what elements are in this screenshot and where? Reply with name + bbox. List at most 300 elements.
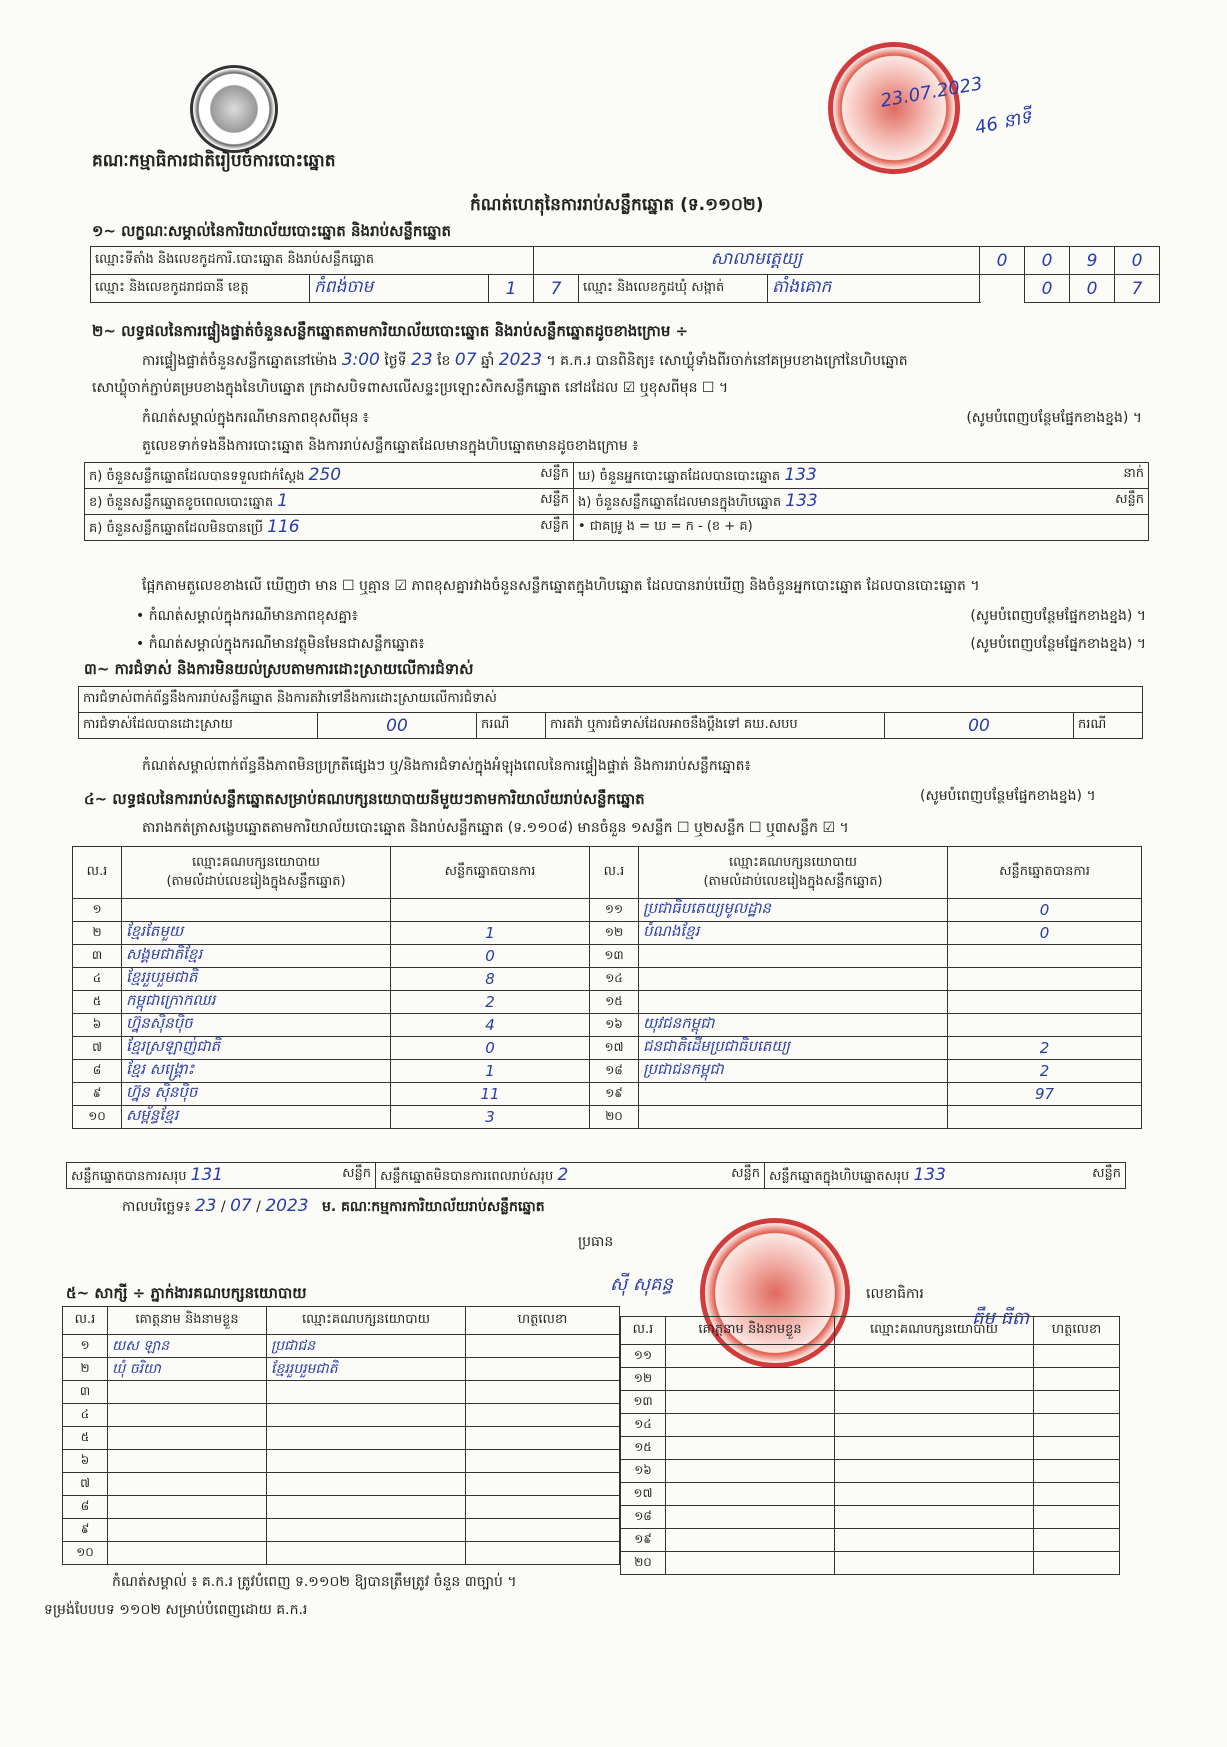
table-cell [108, 1450, 267, 1473]
table-cell: 3 [391, 1106, 590, 1129]
label: សន្លឹកឆ្នោតបានការសរុប [71, 1168, 187, 1184]
table-cell: ៨ [63, 1496, 108, 1519]
table-cell: ៧ [73, 1037, 122, 1060]
table-cell: ខ្មែររួបរួមជាតិ [267, 1358, 466, 1381]
table-row [621, 1437, 1120, 1460]
secretary-name: គឹម ធីតា [972, 1308, 1030, 1329]
table-row [63, 1496, 620, 1519]
text: • កំណត់សម្គាល់ក្នុងករណីមានវត្ថុមិនមែនជាសន្លឹកឆ្នោត៖ [136, 636, 425, 652]
table-cell: 0 [948, 899, 1142, 922]
label: ង) ចំនួនសន្លឹកឆ្នោតដែលមានក្នុងហិបឆ្នោត [578, 494, 782, 510]
col-sign: ហត្ថលេខា [1034, 1317, 1120, 1345]
text: ។ គ.ក.រ បានពិនិត្យ៖ សោឃ្លុំទាំងពីរចាក់នៅគម្របខាងក្រៅនៃហិបឆ្នោត [546, 353, 908, 369]
table-cell [666, 1345, 835, 1368]
table-row [63, 1542, 620, 1565]
table-cell: 97 [948, 1083, 1142, 1106]
col-no: ល.រ [621, 1317, 666, 1345]
commune-code-digit: 0 [1070, 275, 1115, 303]
table-row [63, 1381, 620, 1404]
table-cell: ១ [63, 1335, 108, 1358]
commune-name: តាំងគោក [768, 275, 980, 303]
signature-cell [466, 1473, 620, 1496]
label: សន្លឹកឆ្នោតក្នុងហិបឆ្នោតសរុប [769, 1168, 910, 1184]
text: កំណត់សម្គាល់ក្នុងករណីមានភាពខុសពីមុន ៖ [142, 410, 369, 426]
unit: សន្លឹក [1092, 1165, 1121, 1181]
table-row [73, 968, 1142, 991]
stamp-date: 23.07.2023 [878, 73, 985, 112]
table-cell [666, 1391, 835, 1414]
table-cell [391, 899, 590, 922]
table-cell [108, 1381, 267, 1404]
table-cell: សម្ព័ន្ធខ្មែរ [122, 1106, 391, 1129]
totals-table [66, 1162, 1126, 1189]
table-cell: 1 [391, 922, 590, 945]
count-a [85, 463, 574, 489]
table-cell [1034, 1552, 1120, 1575]
sec3-note: កំណត់សម្គាល់ពាក់ព័ន្ធនឹងភាពមិនប្រក្រតីផ្សេងៗ ឬ/និងការជំទាស់ក្នុងអំឡុងពេលនៃការផ្ទៀងផ្ទាត់ និងការរាប់សន្លឹកឆ្នោត៖ [142, 758, 751, 774]
text: ការផ្ទៀងផ្ទាត់ចំនួនសន្លឹកឆ្នោតនៅម៉ោង [142, 353, 338, 369]
table-cell [948, 991, 1142, 1014]
table-cell: ៥ [63, 1427, 108, 1450]
col-name: គោត្តនាម និងនាមខ្លួន [666, 1317, 835, 1345]
table-cell [1034, 1460, 1120, 1483]
unit: សន្លឹក [1115, 491, 1144, 507]
col-no: ល.រ [63, 1307, 108, 1335]
table-cell [666, 1483, 835, 1506]
table-cell [666, 1529, 835, 1552]
sec2-line4: ផ្អែកតាមតួលេខខាងលើ ឃើញថា មាន ☐ ឬគ្មាន ☑ ភាពខុសគ្នារវាងចំនួនសន្លឹកឆ្នោតក្នុងហិបឆ្នោត ដែលបានរាប់ឃើញ និងចំនួនអ្នកបោះឆ្នោត ដែលបានបោះឆ្នោត ។ [142, 578, 980, 594]
witness-right-body [621, 1345, 1120, 1575]
table-cell: កម្ពុជាក្រោកឈរ [122, 991, 391, 1014]
total-box [765, 1163, 1126, 1189]
table-cell: ៩ [63, 1519, 108, 1542]
table-cell: ប្រជាជនកម្ពុជា [639, 1060, 948, 1083]
province-code-digit: 7 [534, 275, 579, 303]
table-cell: ៩ [73, 1083, 122, 1106]
commune-label: ឈ្មោះ និងលេខកូដឃុំ សង្កាត់ [579, 275, 768, 303]
unit: សន្លឹក [731, 1165, 760, 1181]
signature-cell [466, 1404, 620, 1427]
count-e [574, 489, 1149, 515]
sec5-title: ៥~ សាក្សី ÷ ភ្នាក់ងារគណបក្សនយោបាយ [66, 1284, 307, 1302]
table-cell: ១ [73, 899, 122, 922]
table-cell: 1 [391, 1060, 590, 1083]
form-note: ទម្រង់បែបបទ ១១០២ សម្រាប់បំពេញដោយ គ.ក.រ [44, 1602, 308, 1618]
label: សន្លឹកឆ្នោតមិនបានការពេលរាប់សរុប [380, 1168, 554, 1184]
table-cell: 8 [391, 968, 590, 991]
witness-left-body [63, 1335, 620, 1565]
unit: សន្លឹក [342, 1165, 371, 1181]
table-cell [267, 1496, 466, 1519]
case-unit: ករណី [477, 713, 546, 739]
signature-cell [466, 1335, 620, 1358]
commune-code-digit: 0 [1025, 275, 1070, 303]
text: ថ្ងៃទី [384, 353, 407, 369]
secretary-title: លេខាធិការ [866, 1286, 924, 1302]
table-cell [267, 1381, 466, 1404]
label: កាលបរិច្ឆេទ៖ [122, 1199, 191, 1215]
table-row [621, 1506, 1120, 1529]
table-cell [1034, 1529, 1120, 1552]
date-day: 23 [194, 1196, 217, 1216]
table-cell [666, 1552, 835, 1575]
table-cell: ៤ [73, 968, 122, 991]
table-cell [267, 1542, 466, 1565]
table-cell: ១១ [590, 899, 639, 922]
fill-more-note: (សូមបំពេញបន្ថែមផ្នែកខាងខ្នង) ។ [966, 410, 1142, 426]
table-cell: យុវជនកម្ពុជា [639, 1014, 948, 1037]
chief-name: ស៊ី សុគន្ធ [610, 1274, 673, 1295]
value: 116 [267, 516, 300, 537]
table-cell [108, 1542, 267, 1565]
code-digit: 9 [1070, 247, 1115, 275]
unit: សន្លឹក [540, 465, 569, 481]
code-digit: 0 [1115, 247, 1160, 275]
table-cell [267, 1519, 466, 1542]
value: 133 [784, 464, 817, 485]
table-cell: ៤ [63, 1404, 108, 1427]
table-row [621, 1414, 1120, 1437]
sec1-title: ១~ លក្ខណៈសម្គាល់នៃការិយាល័យបោះឆ្នោត និងរាប់សន្លឹកឆ្នោត [92, 222, 452, 240]
table-cell: 0 [391, 1037, 590, 1060]
table-cell [267, 1450, 466, 1473]
fill-more-note: (សូមបំពេញបន្ថែមផ្នែកខាងខ្នង) ។ [970, 608, 1146, 624]
table-cell [666, 1506, 835, 1529]
footnote: កំណត់សម្គាល់ ៖ គ.ក.រ ត្រូវបំពេញ ទ.១១០២ ឱ្យបានត្រឹមត្រូវ ចំនួន ៣ច្បាប់ ។ [112, 1574, 517, 1590]
table-cell: សង្គមជាតិខ្មែរ [122, 945, 391, 968]
table-cell [1034, 1506, 1120, 1529]
table-row [621, 1391, 1120, 1414]
signature-cell [466, 1542, 620, 1565]
check-day: 23 [411, 350, 433, 370]
table-cell: ១២ [590, 922, 639, 945]
code-digit: 0 [980, 247, 1025, 275]
table-cell [1034, 1437, 1120, 1460]
check-year: 2023 [498, 350, 543, 370]
witness-table-right [620, 1316, 1120, 1575]
table-cell [835, 1345, 1034, 1368]
table-cell: ១៩ [621, 1529, 666, 1552]
table-row [73, 1037, 1142, 1060]
col-name: គោត្តនាម និងនាមខ្លួន [108, 1307, 267, 1335]
table-cell [108, 1473, 267, 1496]
text: (តាមលំដាប់លេខរៀងក្នុងសន្លឹកឆ្នោត) [166, 873, 346, 889]
sec2-line2: សោឃ្លុំចាក់ភ្ជាប់គម្របខាងក្នុងនៃហិបឆ្នោត ក្រដាសបិទពាសលើសន្ទះប្រឡោះសិកសន្លឹកឆ្នោត នៅដដែល ☑ ឬខុសពីមុន ☐ ។ [92, 380, 729, 396]
table-cell: ១៧ [621, 1483, 666, 1506]
sec4-date: កាលបរិច្ឆេទ៖ 23 / 07 / 2023 ម. គណៈកម្មការការិយាល័យរាប់សន្លឹកឆ្នោត [122, 1196, 545, 1216]
table-row [73, 1060, 1142, 1083]
value: 1 [277, 490, 289, 511]
table-cell: ១៥ [621, 1437, 666, 1460]
table-cell: ១៥ [590, 991, 639, 1014]
table-cell [1034, 1345, 1120, 1368]
sec2-counts-table [84, 462, 1149, 541]
sec3-resolved-label: ការជំទាស់ដែលបានដោះស្រាយ [79, 713, 318, 739]
sec2-note1 [142, 408, 1142, 429]
table-cell: ១៨ [590, 1060, 639, 1083]
table-cell: ហ្វ៊ុន ស៊ិនប៉ិច [122, 1083, 391, 1106]
sec3-table [78, 686, 1143, 739]
table-cell [108, 1496, 267, 1519]
table-row [63, 1427, 620, 1450]
signature-cell [466, 1519, 620, 1542]
table-cell [639, 945, 948, 968]
table-cell: ៥ [73, 991, 122, 1014]
committee-label: ម. គណៈកម្មការការិយាល័យរាប់សន្លឹកឆ្នោត [321, 1199, 545, 1215]
province-code-digit: 1 [489, 275, 534, 303]
table-cell [835, 1460, 1034, 1483]
table-cell [267, 1473, 466, 1496]
table-cell: 2 [391, 991, 590, 1014]
table-cell [267, 1404, 466, 1427]
code-digit: 0 [1025, 247, 1070, 275]
table-cell: ៣ [73, 945, 122, 968]
form-title: កំណត់ហេតុនៃការរាប់សន្លឹកឆ្នោត (ទ.១១០២) [470, 195, 764, 215]
sec2-note3 [136, 634, 1146, 655]
table-cell [835, 1391, 1034, 1414]
table-cell [666, 1460, 835, 1483]
table-cell [108, 1427, 267, 1450]
text: • កំណត់សម្គាល់ក្នុងករណីមានភាពខុសគ្នា៖ [136, 608, 358, 624]
sec4-intro: តារាងកត់ត្រាសង្ខេបឆ្នោតតាមការិយាល័យបោះឆ្នោត និងរាប់សន្លឹកឆ្នោត (ទ.១១០៨) មានចំនួន ១សន្លឹក ☐ ឬ២សន្លឹក ☐ ឬ៣សន្លឹក ☑ ។ [142, 820, 849, 836]
table-row [63, 1519, 620, 1542]
results-body [73, 899, 1142, 1129]
table-cell [1034, 1391, 1120, 1414]
unit: សន្លឹក [540, 491, 569, 507]
table-row [73, 1083, 1142, 1106]
table-cell: 2 [948, 1060, 1142, 1083]
table-cell [948, 1014, 1142, 1037]
table-row [621, 1368, 1120, 1391]
table-row [621, 1345, 1120, 1368]
signature-cell [466, 1381, 620, 1404]
count-c [85, 515, 574, 541]
table-cell [639, 991, 948, 1014]
label: ឃ) ចំនួនអ្នកបោះឆ្នោតដែលបានបោះឆ្នោត [578, 468, 781, 484]
table-cell: ២០ [590, 1106, 639, 1129]
signature-cell [466, 1450, 620, 1473]
col-party [639, 847, 948, 899]
sec1-row1-label: ឈ្មោះទីតាំង និងលេខកូដការិ.បោះឆ្នោត និងរាប់សន្លឹកឆ្នោត [91, 247, 534, 275]
table-row [63, 1404, 620, 1427]
table-row [621, 1483, 1120, 1506]
total-invalid [376, 1163, 765, 1189]
chief-title: ប្រធាន [578, 1234, 614, 1250]
date-month: 07 [230, 1196, 252, 1216]
stamp-time: 46 នាទី [973, 106, 1034, 139]
fill-more-note: (សូមបំពេញបន្ថែមផ្នែកខាងខ្នង) ។ [920, 788, 1096, 804]
sec3-row1: ការជំទាស់ពាក់ព័ន្ធនឹងការរាប់សន្លឹកឆ្នោត និងការតវ៉ាទៅនឹងការដោះស្រាយលើការជំទាស់ [79, 687, 1143, 713]
table-cell: 4 [391, 1014, 590, 1037]
table-row [73, 899, 1142, 922]
text: (តាមលំដាប់លេខរៀងក្នុងសន្លឹកឆ្នោត) [703, 873, 883, 889]
text: ឈ្មោះគណបក្សនយោបាយ [192, 854, 320, 870]
table-row [63, 1335, 620, 1358]
table-cell: ១១ [621, 1345, 666, 1368]
sec1-row1-value: សាលាមត្តេយ្យ [534, 247, 980, 275]
sec3-title: ៣~ ការជំទាស់ និងការមិនយល់ស្របតាមការដោះស្រាយលើការជំទាស់ [84, 660, 474, 678]
table-row [73, 991, 1142, 1014]
sec2-line1 [142, 350, 908, 372]
table-cell: ៧ [63, 1473, 108, 1496]
count-b [85, 489, 574, 515]
table-cell: ១៣ [621, 1391, 666, 1414]
table-cell: ប្រជាធិបតេយ្យមូលដ្ឋាន [639, 899, 948, 922]
text: ឆ្នាំ [480, 353, 495, 369]
table-cell: ជនជាតិដើមប្រជាធិបតេយ្យ [639, 1037, 948, 1060]
province-name: កំពង់ចាម [310, 275, 489, 303]
table-row [63, 1450, 620, 1473]
col-votes: សន្លឹកឆ្នោតបានការ [948, 847, 1142, 899]
table-row [73, 1014, 1142, 1037]
table-cell: ១០ [73, 1106, 122, 1129]
commune-code-digit: 7 [1115, 275, 1160, 303]
table-cell [1034, 1414, 1120, 1437]
table-cell: យស ឡាន [108, 1335, 267, 1358]
value: 133 [913, 1164, 946, 1185]
table-cell: ២០ [621, 1552, 666, 1575]
table-cell: ៦ [63, 1450, 108, 1473]
table-cell [835, 1552, 1034, 1575]
table-cell [108, 1404, 267, 1427]
table-cell: ៨ [73, 1060, 122, 1083]
table-cell [639, 968, 948, 991]
table-row [621, 1460, 1120, 1483]
table-cell: ហ្វ៊ុនស៊ិនប៉ិច [122, 1014, 391, 1037]
sec3-resolved-value: 00 [318, 713, 477, 739]
table-cell [835, 1529, 1034, 1552]
sec1-row2-label: ឈ្មោះ និងលេខកូដរាជធានី ខេត្ត [91, 275, 310, 303]
table-cell: ២ [63, 1358, 108, 1381]
table-cell [835, 1437, 1034, 1460]
table-cell [108, 1519, 267, 1542]
table-row [621, 1552, 1120, 1575]
org-name: គណៈកម្មាធិការជាតិរៀបចំការបោះឆ្នោត [92, 151, 336, 171]
results-table [72, 846, 1142, 1129]
unit: នាក់ [1123, 465, 1144, 481]
label: ខ) ចំនួនសន្លឹកឆ្នោតខូចពេលបោះឆ្នោត [89, 494, 274, 510]
table-cell: បំណងខ្មែរ [639, 922, 948, 945]
check-month: 07 [454, 350, 477, 370]
label: ក) ចំនួនសន្លឹកឆ្នោតដែលបានទទួលជាក់ស្តែង [89, 468, 305, 484]
table-cell [1034, 1368, 1120, 1391]
table-cell [835, 1483, 1034, 1506]
table-cell: ខ្មែរ សង្គ្រោះ [122, 1060, 391, 1083]
table-cell: ១៣ [590, 945, 639, 968]
col-no: ល.រ [73, 847, 122, 899]
sec3-appeal-label: ការតវ៉ា ឬការជំទាស់ដែលអាចនឹងប្តឹងទៅ គឃ.សបប [546, 713, 885, 739]
table-cell [122, 899, 391, 922]
table-cell [639, 1106, 948, 1129]
table-cell: ខ្មែរតែមួយ [122, 922, 391, 945]
count-d [574, 463, 1149, 489]
table-cell [1034, 1483, 1120, 1506]
table-cell: 2 [948, 1037, 1142, 1060]
table-cell: ១៦ [621, 1460, 666, 1483]
col-party: ឈ្មោះគណបក្សនយោបាយ [267, 1307, 466, 1335]
table-cell [666, 1368, 835, 1391]
value: 131 [190, 1164, 224, 1185]
table-cell: ១២ [621, 1368, 666, 1391]
table-cell: ១៦ [590, 1014, 639, 1037]
table-cell: ៣ [63, 1381, 108, 1404]
table-cell: ៦ [73, 1014, 122, 1037]
table-cell: ១០ [63, 1542, 108, 1565]
table-cell: ១៩ [590, 1083, 639, 1106]
formula: • ជាគម្រូ ង = ឃ = ក - (ខ + គ) [574, 515, 1149, 541]
value: 250 [308, 464, 342, 485]
sec3-appeal-value: 00 [885, 713, 1074, 739]
table-row [621, 1529, 1120, 1552]
signature-cell [466, 1496, 620, 1519]
value: 133 [785, 490, 818, 511]
table-cell: ២ [73, 922, 122, 945]
table-cell: ប្រជាជន [267, 1335, 466, 1358]
col-votes: សន្លឹកឆ្នោតបានការ [391, 847, 590, 899]
table-cell [835, 1414, 1034, 1437]
sec2-line3: តួលេខទាក់ទងនឹងការបោះឆ្នោត និងការរាប់សន្លឹកឆ្នោតដែលមានក្នុងហិបឆ្នោតមានដូចខាងក្រោម ៖ [142, 438, 639, 454]
total-valid [67, 1163, 376, 1189]
text: ឈ្មោះគណបក្សនយោបាយ [729, 854, 857, 870]
table-cell: ១៧ [590, 1037, 639, 1060]
table-cell: ខ្មែររួបរួមជាតិ [122, 968, 391, 991]
table-cell [948, 1106, 1142, 1129]
table-cell [835, 1368, 1034, 1391]
witness-table-left [62, 1306, 620, 1565]
table-cell [948, 945, 1142, 968]
col-no: ល.រ [590, 847, 639, 899]
label: គ) ចំនួនសន្លឹកឆ្នោតដែលមិនបានប្រើ [89, 520, 263, 536]
check-time: 3:00 [341, 350, 380, 370]
table-cell [835, 1506, 1034, 1529]
table-cell: 0 [948, 922, 1142, 945]
table-cell: ១៤ [590, 968, 639, 991]
table-cell [666, 1437, 835, 1460]
table-cell [948, 968, 1142, 991]
date-year: 2023 [265, 1196, 309, 1216]
table-row [73, 922, 1142, 945]
sec4-title: ៤~ លទ្ធផលនៃការរាប់សន្លឹកឆ្នោតសម្រាប់គណបក្សនយោបាយនីមួយៗតាមការិយាល័យរាប់សន្លឹកឆ្នោត [84, 790, 645, 808]
sec2-title: ២~ លទ្ធផលនៃការផ្ទៀងផ្ទាត់ចំនួនសន្លឹកឆ្នោតតាមការិយាល័យបោះឆ្នោត និងរាប់សន្លឹកឆ្នោតដូចខាងក្រោម ÷ [92, 322, 689, 340]
case-unit: ករណី [1074, 713, 1143, 739]
table-cell: 11 [391, 1083, 590, 1106]
sec2-note2 [136, 606, 1146, 627]
table-cell: 0 [391, 945, 590, 968]
table-cell: ១៤ [621, 1414, 666, 1437]
col-sign: ហត្ថលេខា [466, 1307, 620, 1335]
table-cell [639, 1083, 948, 1106]
table-cell [666, 1414, 835, 1437]
table-row [63, 1358, 620, 1381]
nec-logo [190, 65, 278, 153]
signature-cell [466, 1358, 620, 1381]
col-party: ឈ្មោះគណបក្សនយោបាយ [835, 1317, 1034, 1345]
table-cell: ១៨ [621, 1506, 666, 1529]
col-party [122, 847, 391, 899]
table-cell: ខ្មែរស្រឡាញ់ជាតិ [122, 1037, 391, 1060]
table-row [73, 945, 1142, 968]
unit: សន្លឹក [540, 517, 569, 533]
table-cell: ឃុំ ចរិយា [108, 1358, 267, 1381]
fill-more-note: (សូមបំពេញបន្ថែមផ្នែកខាងខ្នង) ។ [970, 636, 1146, 652]
table-cell [267, 1427, 466, 1450]
table-row [73, 1106, 1142, 1129]
table-row [63, 1473, 620, 1496]
text: ខែ [437, 353, 451, 369]
value: 2 [557, 1164, 569, 1185]
signature-cell [466, 1427, 620, 1450]
sec1-table [90, 246, 1160, 303]
